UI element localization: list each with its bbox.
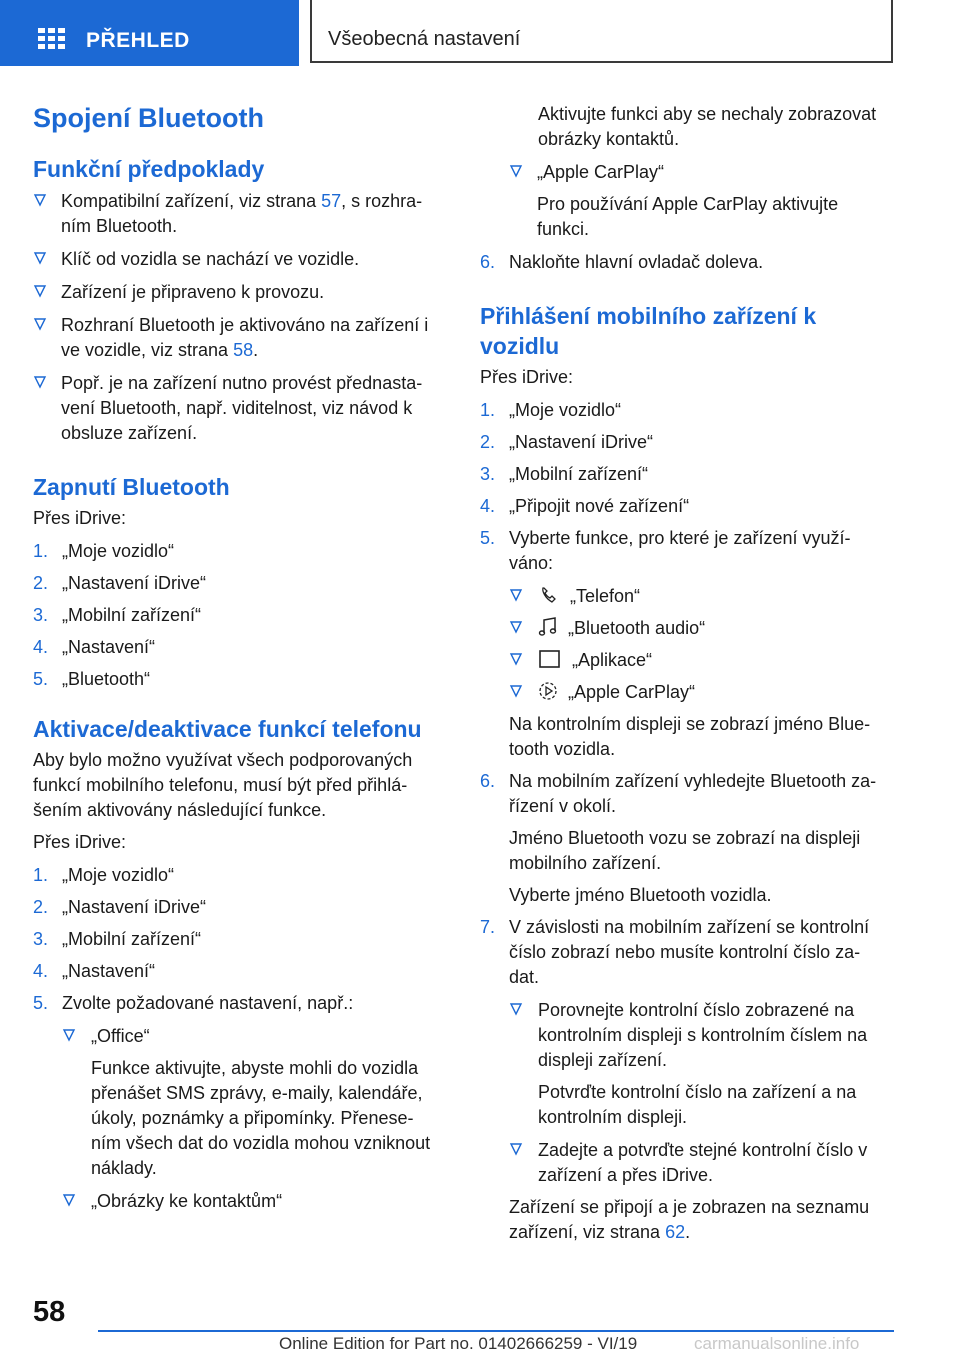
triangle-bullet-icon <box>62 1028 76 1042</box>
list-item: Zadejte a potvrďte stejné kontrolní číslo v zařízení a přes iDrive. <box>509 1138 900 1188</box>
list-item: 6. Na mobilním zařízení vyhledejte Bluetooth za- řízení v okolí. Jméno Bluetooth vozu se zobrazí na displeji mobilního zařízení. Vyberte jméno Bluetooth vozidla. <box>480 771 877 905</box>
page-link-57[interactable]: 57 <box>321 191 342 211</box>
list-item: 7. V závislosti na mobilním zařízení se kontrolní číslo zobrazí nebo musíte kontrolní číslo za- dat. Porovnejte kontrolní číslo zobrazené na kontrolním displeji s kontrolním číslem na displeji zařízení. Potvrďte kontrolní číslo na zařízení a na kontrolním displeji. Zadejte a potvrďte stejné kontrolní číslo v zařízení a přes iDrive. Zařízení se připojí a je zobrazen na seznamu zařízení, viz strana 62. <box>480 915 900 1245</box>
list-item: „Apple CarPlay“ <box>509 680 900 705</box>
right-column <box>480 102 900 1245</box>
list-item: „Office“ Funkce aktivujte, abyste mohli do vozidla přenášet SMS zprávy, e-maily, kalendáře, úkoly, poznámky a připomínky. Přenese- ním všech dat do vozidla mohou vzniknout náklady. <box>62 1024 451 1181</box>
apps-square-icon <box>538 649 562 669</box>
list-item: 3. „Mobilní zařízení“ <box>33 929 202 949</box>
office-desc: Funkce aktivujte, abyste mohli do vozidla přenášet SMS zprávy, e-maily, kalendáře, úkoly, poznámky a připomínky. Přenese- ním všech dat do vozidla mohou vzniknout náklady. <box>91 1058 431 1178</box>
triangle-bullet-icon <box>33 193 47 207</box>
triangle-bullet-icon <box>33 317 47 331</box>
activate-heading: Aktivace/deaktivace funkcí telefonu <box>33 716 422 742</box>
list-item: 4. „Nastavení“ <box>33 637 156 657</box>
triangle-bullet-icon <box>509 1142 523 1156</box>
list-item: „Obrázky ke kontaktům“ <box>62 1189 451 1214</box>
page-header <box>0 0 960 66</box>
list-item: 5. Zvolte požadované nastavení, např.: „Office“ Funkce aktivujte, abyste mohli do vozidla přenášet SMS zprávy, e-maily, kalendáře, úkoly, poznámky a připomínky. Přenese- ním všech dat do vozidla mohou vzniknout náklady. „Obrázky ke kontaktům“ <box>33 991 451 1214</box>
list-item: „Apple CarPlay“ Pro používání Apple CarPlay aktivujte funkci. <box>509 160 900 242</box>
list-item: 5. Vyberte funkce, pro které je zařízení využí- váno: „Telefon“ „Bluetooth audio“ „Aplikace“ „Apple CarPlay“ Na kontrolním displeji se zobrazí jméno Blue- tooth vozidla. <box>480 526 900 762</box>
list-item: 1. „Moje vozidlo“ <box>480 400 622 420</box>
overview-label: PŘEHLED <box>86 29 190 52</box>
list-item: 2. „Nastavení iDrive“ <box>33 573 207 593</box>
list-item: 4. „Připojit nové zařízení“ <box>480 496 690 516</box>
enable-intro: Přes iDrive: <box>33 508 127 528</box>
triangle-bullet-icon <box>33 284 47 298</box>
list-item: „Aplikace“ <box>509 648 900 673</box>
enable-steps <box>33 539 451 692</box>
list-item: Kompatibilní zařízení, viz strana 57, s rozhra- ním Bluetooth. <box>33 189 451 239</box>
phone-icon <box>538 585 560 605</box>
list-item: 3. „Mobilní zařízení“ <box>33 605 202 625</box>
section-tab[interactable] <box>310 0 893 63</box>
overview-tab[interactable] <box>0 0 299 66</box>
function-list <box>509 584 900 705</box>
left-column <box>33 100 451 1214</box>
list-item: „Telefon“ <box>509 584 900 609</box>
triangle-bullet-icon <box>509 684 523 698</box>
grid-icon <box>38 28 66 50</box>
list-item: 2. „Nastavení iDrive“ <box>33 897 207 917</box>
triangle-bullet-icon <box>62 1193 76 1207</box>
triangle-bullet-icon <box>509 652 523 666</box>
watermark: carmanualsonline.info <box>694 1334 860 1353</box>
login-intro: Přes iDrive: <box>480 367 574 387</box>
triangle-bullet-icon <box>33 375 47 389</box>
login-heading: Přihlášení mobilního zařízení k vozidlu <box>480 303 817 359</box>
footer-divider <box>98 1330 894 1332</box>
list-item: Zařízení je připraveno k provozu. <box>33 280 451 305</box>
list-item: 4. „Nastavení“ <box>33 961 156 981</box>
list-item: Rozhraní Bluetooth je aktivováno na zařízení i ve vozidle, viz strana 58. <box>33 313 451 363</box>
activate-sub-list <box>62 1024 451 1214</box>
contact-images-desc: Aktivujte funkci aby se nechaly zobrazovat obrázky kontaktů. <box>538 104 877 149</box>
activate-para: Aby bylo možno využívat všech podporovaných funkcí mobilního telefonu, musí být před přihlá- šením aktivovány následující funkce. <box>33 750 413 820</box>
tilt-step <box>480 250 900 275</box>
list-item: 3. „Mobilní zařízení“ <box>480 464 649 484</box>
login-steps <box>480 398 900 1245</box>
triangle-bullet-icon <box>509 620 523 634</box>
triangle-bullet-icon <box>509 588 523 602</box>
triangle-bullet-icon <box>509 1002 523 1016</box>
list-item: 1. „Moje vozidlo“ <box>33 865 175 885</box>
step7-sub-list <box>509 998 900 1188</box>
enable-heading: Zapnutí Bluetooth <box>33 474 230 500</box>
carplay-list <box>480 160 900 242</box>
page-number: 58 <box>33 1296 66 1328</box>
page-link-62[interactable]: 62 <box>665 1222 686 1242</box>
triangle-bullet-icon <box>33 251 47 265</box>
final-note: Zařízení se připojí a je zobrazen na seznamu zařízení, viz strana 62. <box>509 1197 870 1242</box>
list-item: Klíč od vozidla se nachází ve vozidle. <box>33 247 451 272</box>
list-item: „Bluetooth audio“ <box>509 616 900 641</box>
list-item: Popř. je na zařízení nutno provést přednasta- vení Bluetooth, např. viditelnost, viz návod k obsluze zařízení. <box>33 371 451 446</box>
list-item: 6. Nakloňte hlavní ovladač doleva. <box>480 252 764 272</box>
prereq-heading: Funkční předpoklady <box>33 156 265 182</box>
section-title: Všeobecná nastavení <box>328 28 521 50</box>
activate-intro: Přes iDrive: <box>33 832 127 852</box>
page-link-58[interactable]: 58 <box>233 340 254 360</box>
step5-after: Na kontrolním displeji se zobrazí jméno Blue- tooth vozidla. <box>509 714 871 759</box>
music-note-icon <box>538 617 558 637</box>
prereq-list <box>33 189 451 446</box>
list-item: 5. „Bluetooth“ <box>33 669 151 689</box>
list-item: Porovnejte kontrolní číslo zobrazené na kontrolním displeji s kontrolním číslem na displeji zařízení. Potvrďte kontrolní číslo na zařízení a na kontrolním displeji. <box>509 998 900 1130</box>
carplay-desc: Pro používání Apple CarPlay aktivujte funkci. <box>537 194 839 239</box>
activate-steps <box>33 863 451 1214</box>
list-item: 1. „Moje vozidlo“ <box>33 541 175 561</box>
page-title: Spojení Bluetooth <box>33 103 264 133</box>
list-item: 2. „Nastavení iDrive“ <box>480 432 654 452</box>
edition-text: Online Edition for Part no. 01402666259 - VI/19 <box>279 1334 638 1353</box>
carplay-play-icon <box>538 681 558 701</box>
triangle-bullet-icon <box>509 164 523 178</box>
